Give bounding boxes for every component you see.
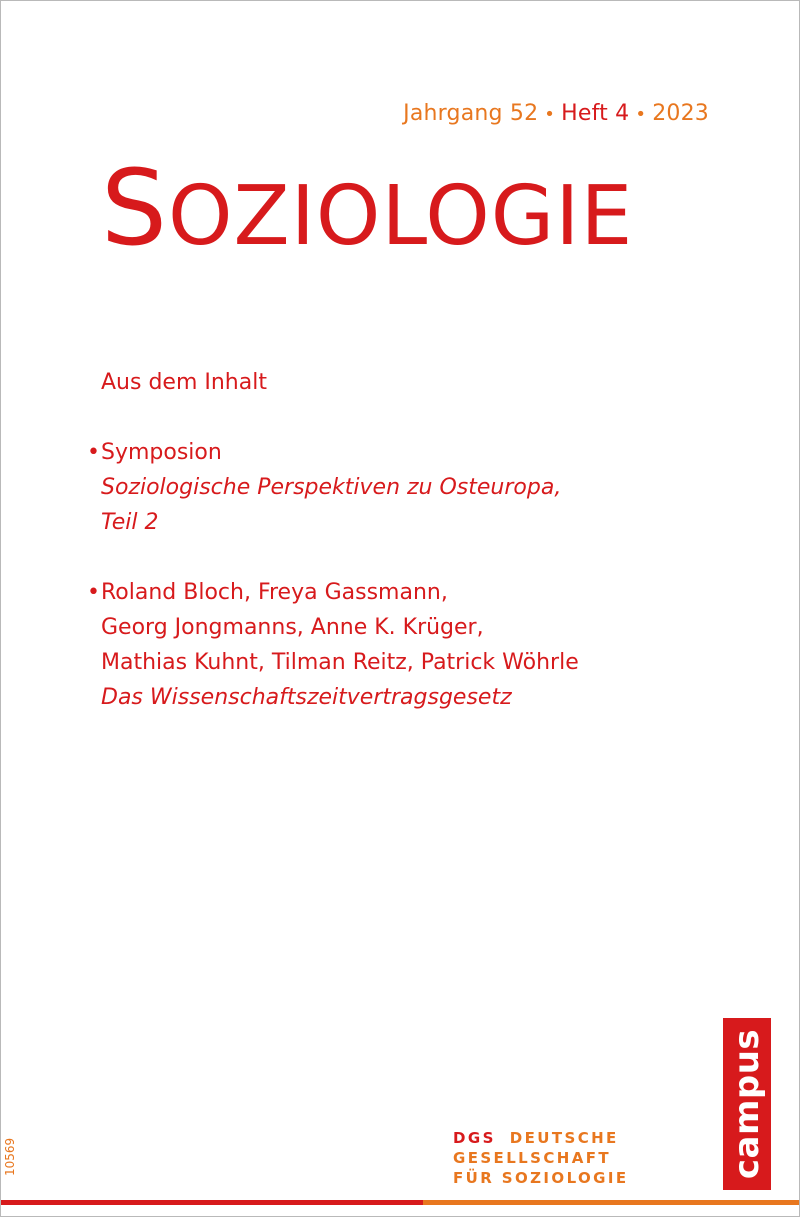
entry-subtitle: Das Wissenschaftszeitvertragsgesetz (101, 685, 512, 710)
separator-dot: • (544, 104, 556, 125)
bottom-bar-orange (423, 1200, 799, 1205)
society-abbr: DGS (453, 1129, 496, 1147)
volume-label: Jahrgang 52 (403, 101, 539, 126)
entry-subtitle: Teil 2 (101, 510, 159, 535)
contents-entry (87, 435, 721, 540)
bullet: • (87, 440, 100, 465)
society-logo (453, 1128, 628, 1188)
issue-info (403, 101, 709, 126)
society-name-line3: FÜR SOZIOLOGIE (453, 1169, 629, 1187)
issue-year: 2023 (652, 101, 709, 126)
bullet: • (87, 580, 100, 605)
contents-entry (87, 575, 721, 715)
entry-subtitle: Soziologische Perspektiven zu Osteuropa, (101, 475, 562, 500)
entry-authors: Georg Jongmanns, Anne K. Krüger, (101, 615, 484, 640)
entry-label: Symposion (101, 440, 222, 465)
title-rest: OZIOLOGIE (168, 169, 634, 264)
contents-heading: Aus dem Inhalt (101, 370, 267, 395)
table-of-contents (87, 365, 721, 750)
society-name-line1: DEUTSCHE (509, 1129, 619, 1147)
journal-title (101, 147, 634, 269)
separator-dot: • (635, 104, 647, 125)
society-name-line2: GESELLSCHAFT (453, 1149, 611, 1167)
title-initial: S (101, 147, 169, 269)
catalog-number: 10569 (3, 1137, 17, 1176)
society-line (453, 1128, 628, 1148)
bottom-bar-red (1, 1200, 423, 1205)
publisher-logo (723, 1018, 771, 1190)
issue-number: Heft 4 (561, 101, 630, 126)
entry-authors: Mathias Kuhnt, Tilman Reitz, Patrick Wöhrle (101, 650, 579, 675)
publisher-name: campus (727, 1028, 767, 1180)
entry-authors: Roland Bloch, Freya Gassmann, (101, 580, 448, 605)
